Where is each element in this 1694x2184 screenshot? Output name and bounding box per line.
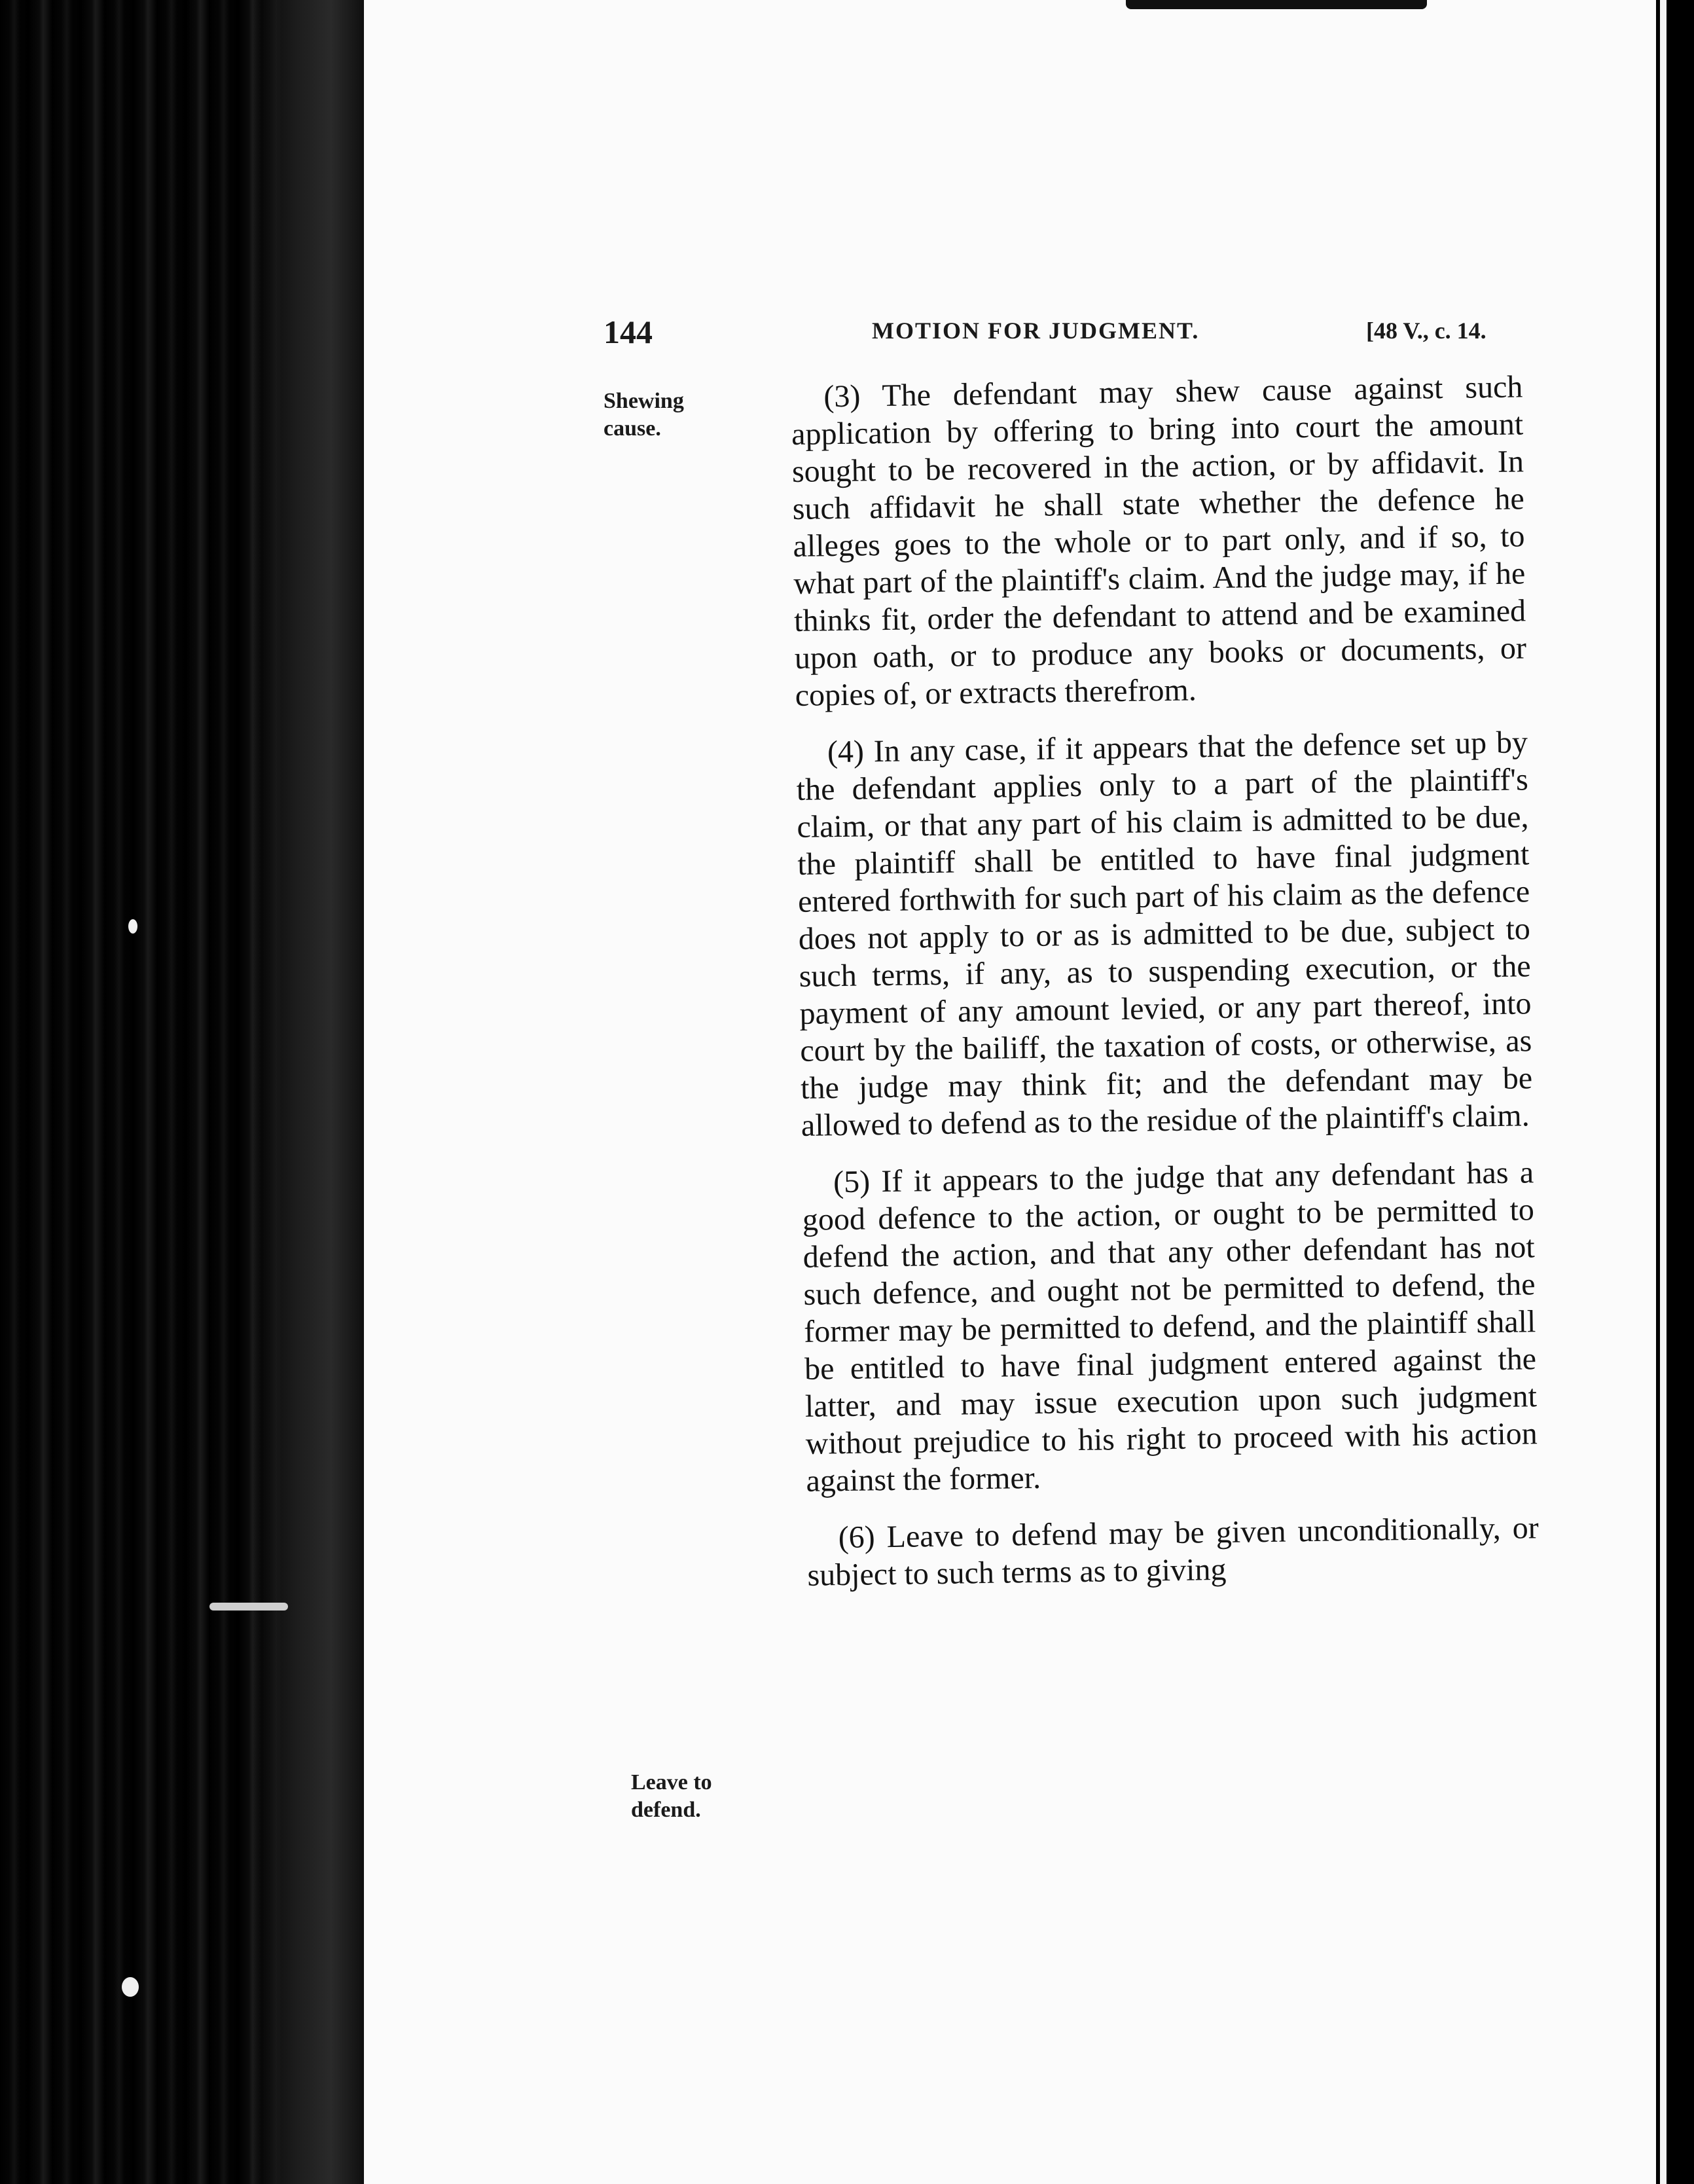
- margin-note-shewing-cause: Shewing cause.: [604, 389, 684, 441]
- margin-note-leave-to-defend: Leave to defend.: [631, 1770, 712, 1822]
- paragraph-5: (5) If it appears to the judge that any defendant has a good defence to the action, or ought to be permitted to defend the action, and that any other defendant has not such defence, and ought not be permitted to defend, the former may be permitted to defend, and the plaintiff shall be entitled to have final judgment entered against the latter, and may issue execution upon such judgment without prejudice to his right to proceed with his action against the former.: [802, 1155, 1538, 1499]
- running-title: MOTION FOR JUDGMENT.: [872, 318, 1200, 344]
- body-text: [791, 368, 1540, 1613]
- statute-reference: [48 V., c. 14.: [1366, 318, 1487, 344]
- scan-speck: [122, 1977, 139, 1997]
- paragraph-3: (3) The defendant may shew cause against such application by offering to bring into court the amount sought to be recovered in the action, or by affidavit. In such affidavit he shall state whether the defence he alleges goes to the whole or to part only, and if so, to what part of the plaintiff's claim. And the judge may, if he thinks fit, order the defendant to attend and be examined upon oath, or to produce any books or documents, or copies of, or extracts therefrom.: [791, 369, 1527, 713]
- page-number: 144: [604, 314, 653, 350]
- binding-shadow: [249, 0, 367, 2184]
- paragraph-6: (6) Leave to defend may be given unconditionally, or subject to such terms as to giving: [807, 1510, 1539, 1593]
- paragraph-4: (4) In any case, if it appears that the defence set up by the defendant applies only to a part of the plaintiff's claim, or that any part of his claim is admitted to be due, the plaintiff shall be entitled to have final judgment entered forthwith for such part of his claim as the defence does not apply to or as is admitted to be due, subject to such terms, if any, as to suspending execution, or the payment of any amount levied, or any part thereof, into court by the bailiff, the taxation of costs, or otherwise, as the judge may think fit; and the defendant may be allowed to defend as to the residue of the plaintiff's claim.: [796, 725, 1533, 1143]
- scan-speck: [209, 1603, 288, 1611]
- page-top-edge: [1126, 0, 1427, 9]
- page-header: [604, 313, 1520, 352]
- scan-speck: [128, 919, 137, 934]
- next-page-edge: [1656, 0, 1694, 2184]
